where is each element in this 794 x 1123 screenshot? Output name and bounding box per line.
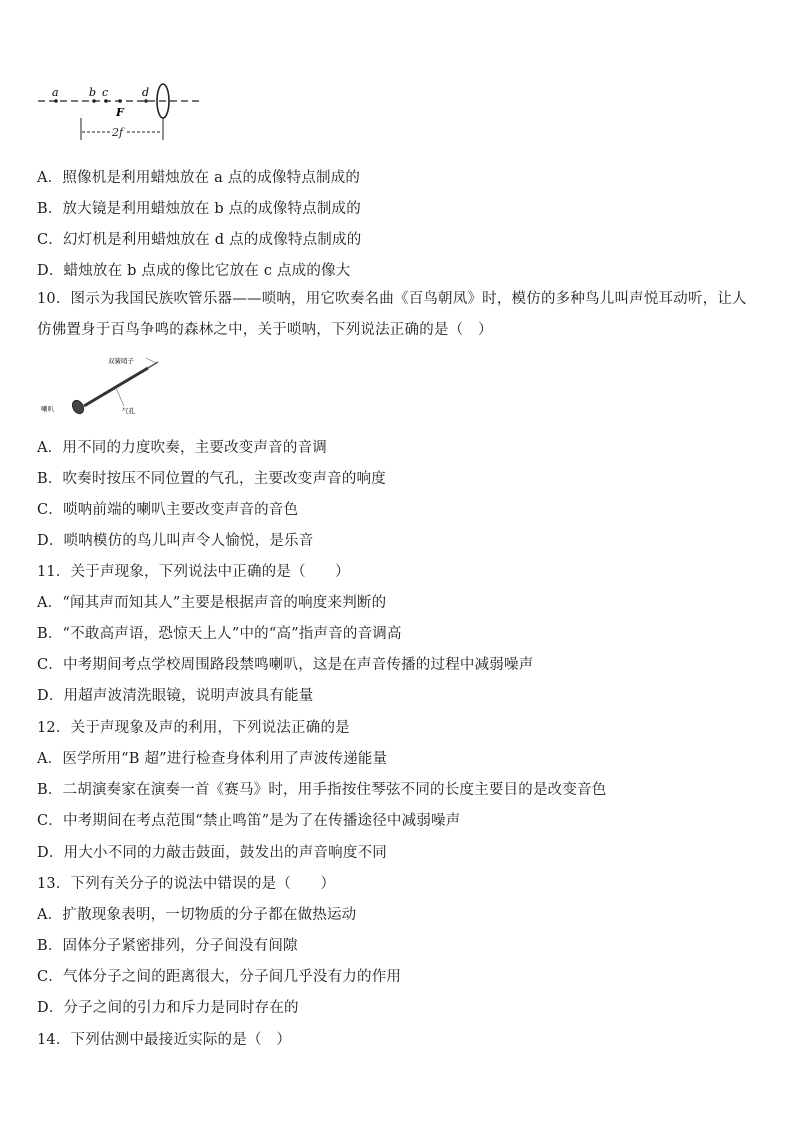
label-a: a [52,86,59,99]
q9-option-d: D．蜡烛放在 b 点成的像比它放在 c 点成的像大 [37,263,351,279]
label-c: c [102,86,109,99]
q11-option-b: B．“不敢高声语，恐惊天上人”中的“高”指声音的音调高 [37,626,402,642]
point-a [54,99,58,103]
label-hole: 气孔 [122,407,135,415]
q12-option-b: B．二胡演奏家在演奏一首《赛马》时，用手指按住琴弦不同的长度主要目的是改变音色 [37,782,607,798]
q10-option-d: D．唢呐模仿的鸟儿叫声令人愉悦，是乐音 [37,533,314,549]
reed-pointer [146,358,156,363]
q12-option-d: D．用大小不同的力敲击鼓面，鼓发出的声音响度不同 [37,845,387,861]
q13-option-a: A．扩散现象表明，一切物质的分子都在做热运动 [37,907,357,923]
lens-diagram [36,82,206,144]
q10-option-c: C．唢呐前端的喇叭主要改变声音的音色 [37,502,299,518]
point-c [104,99,108,103]
point-F [118,99,122,103]
hole-pointer [116,388,124,406]
suona-body [84,368,148,406]
q14-stem: 14．下列估测中最接近实际的是（ ） [37,1032,292,1048]
label-F: F [116,106,124,119]
point-d [144,99,148,103]
label-horn: 喇叭 [41,405,54,413]
q11-option-c: C．中考期间考点学校周围路段禁鸣喇叭，这是在声音传播的过程中减弱噪声 [37,657,534,673]
q9-option-a: A．照像机是利用蜡烛放在 a 点的成像特点制成的 [37,170,361,186]
q9-option-c: C．幻灯机是利用蜡烛放在 d 点的成像特点制成的 [37,232,362,248]
suona-image [36,354,186,416]
suona-horn [70,398,86,415]
q11-option-d: D．用超声波清洗眼镜，说明声波具有能量 [37,688,314,704]
q11-option-a: A．“闻其声而知其人”主要是根据声音的响度来判断的 [37,595,387,611]
q9-option-b: B．放大镜是利用蜡烛放在 b 点的成像特点制成的 [37,201,361,217]
q10-option-b: B．吹奏时按压不同位置的气孔，主要改变声音的响度 [37,471,386,487]
q11-stem: 11．关于声现象，下列说法中正确的是（ ） [37,564,350,580]
label-2f: 2f [112,126,124,139]
q12-option-c: C．中考期间在考点范围“禁止鸣笛”是为了在传播途径中减弱噪声 [37,813,461,829]
q12-stem: 12．关于声现象及声的利用，下列说法正确的是 [37,720,350,736]
label-b: b [89,86,97,99]
suona-reed [148,362,158,368]
label-d: d [142,86,150,99]
q10-stem: 10．图示为我国民族吹管乐器——唢呐，用它吹奏名曲《百鸟朝凤》时，模仿的多种鸟儿叫声悦耳动听，让人仿佛置身于百鸟争鸣的森林之中，关于唢呐，下列说法正确的是（ ） [37,291,747,338]
q12-option-a: A．医学所用“B 超”进行检查身体利用了声波传递能量 [37,751,388,767]
point-b [92,99,96,103]
q13-option-b: B．固体分子紧密排列，分子间没有间隙 [37,938,298,954]
q13-option-d: D．分子之间的引力和斥力是同时存在的 [37,1000,299,1016]
q13-stem: 13．下列有关分子的说法中错误的是（ ） [37,876,336,892]
label-reed: 双簧哨子 [108,357,134,365]
q13-option-c: C．气体分子之间的距离很大，分子间几乎没有力的作用 [37,969,402,985]
q10-option-a: A．用不同的力度吹奏，主要改变声音的音调 [37,440,327,456]
